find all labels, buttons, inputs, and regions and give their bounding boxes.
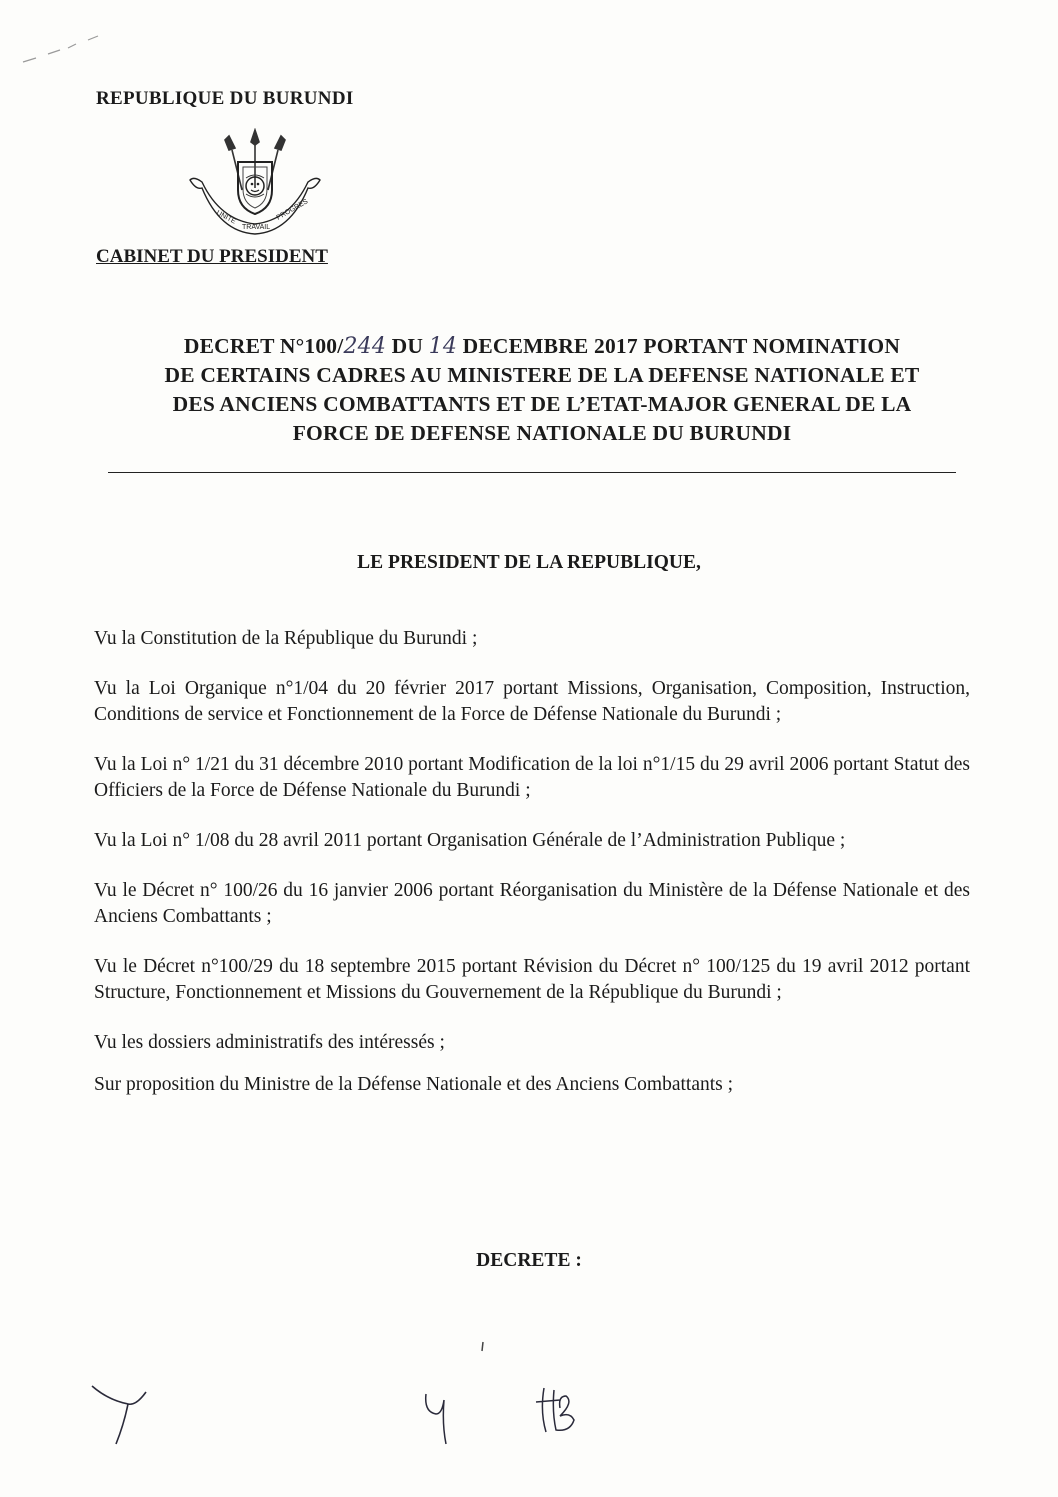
consideration-paragraph: Vu la Loi n° 1/08 du 28 avril 2011 portant Organisation Générale de l’Administration Publique ; xyxy=(94,830,846,851)
decrete-heading: DECRETE : xyxy=(476,1250,582,1271)
consideration-paragraph: Vu le Décret n° 100/26 du 16 janvier 2006 portant Réorganisation du Ministère de la Défense Nationale et des Anciens Combattants ; xyxy=(94,880,970,927)
pencil-scribble xyxy=(18,32,108,72)
svg-text:UNITE: UNITE xyxy=(215,209,237,226)
title-rest-line-1: DECEMBRE 2017 PORTANT NOMINATION xyxy=(457,334,901,358)
decree-title-line-2: DE CERTAINS CADRES AU MINISTERE DE LA DEFENSE NATIONALE ET xyxy=(164,363,920,387)
decree-title-line-3: DES ANCIENS COMBATTANTS ET DE L’ETAT-MAJOR GENERAL DE LA xyxy=(172,392,912,416)
consideration-paragraph: Sur proposition du Ministre de la Défense Nationale et des Anciens Combattants ; xyxy=(94,1074,734,1095)
svg-text:PROGRES: PROGRES xyxy=(275,198,310,222)
consideration-paragraph: Vu le Décret n°100/29 du 18 septembre 2015 portant Révision du Décret n° 100/125 du 19 avril 2012 portant Structure, Fonctionnement et Missions du Gouvernement de la République du Burundi ; xyxy=(94,956,970,1003)
consideration-paragraph: Vu la Loi Organique n°1/04 du 20 février 2017 portant Missions, Organisation, Composition, Instruction, Conditions de service et Fonctionnement de la Force de Défense Nationale du Burundi ; xyxy=(94,678,970,725)
handwritten-initial-mark-3 xyxy=(530,1382,590,1442)
consideration-paragraph: Vu la Loi n° 1/21 du 31 décembre 2010 portant Modification de la loi n°1/15 du 29 avril 2006 portant Statut des Officiers de la Force de Défense Nationale du Burundi ; xyxy=(94,754,970,801)
consideration-paragraph: Vu la Constitution de la République du Burundi ; xyxy=(94,628,478,649)
title-divider xyxy=(108,472,956,473)
cabinet-header: CABINET DU PRESIDENT xyxy=(96,246,328,267)
tick-mark xyxy=(478,1340,488,1354)
president-heading: LE PRESIDENT DE LA REPUBLIQUE, xyxy=(357,552,701,573)
decree-title-line-1 xyxy=(100,332,984,361)
svg-text:TRAVAIL: TRAVAIL xyxy=(242,224,271,231)
decree-title-line-4: FORCE DE DEFENSE NATIONALE DU BURUNDI xyxy=(292,421,792,445)
considerations-list xyxy=(94,626,970,1114)
title-prefix: DECRET N°100/ xyxy=(183,334,344,358)
handwritten-initial-mark-2 xyxy=(418,1390,458,1450)
handwritten-day: 14 xyxy=(428,334,458,359)
coat-of-arms-emblem xyxy=(180,128,330,238)
handwritten-initial-mark-1 xyxy=(88,1380,158,1450)
handwritten-decree-number: 244 xyxy=(343,334,387,359)
country-header: REPUBLIQUE DU BURUNDI xyxy=(96,88,354,109)
title-middle: DU xyxy=(386,334,429,358)
consideration-paragraph: Vu les dossiers administratifs des intéressés ; xyxy=(94,1032,445,1053)
decree-title xyxy=(100,332,984,448)
